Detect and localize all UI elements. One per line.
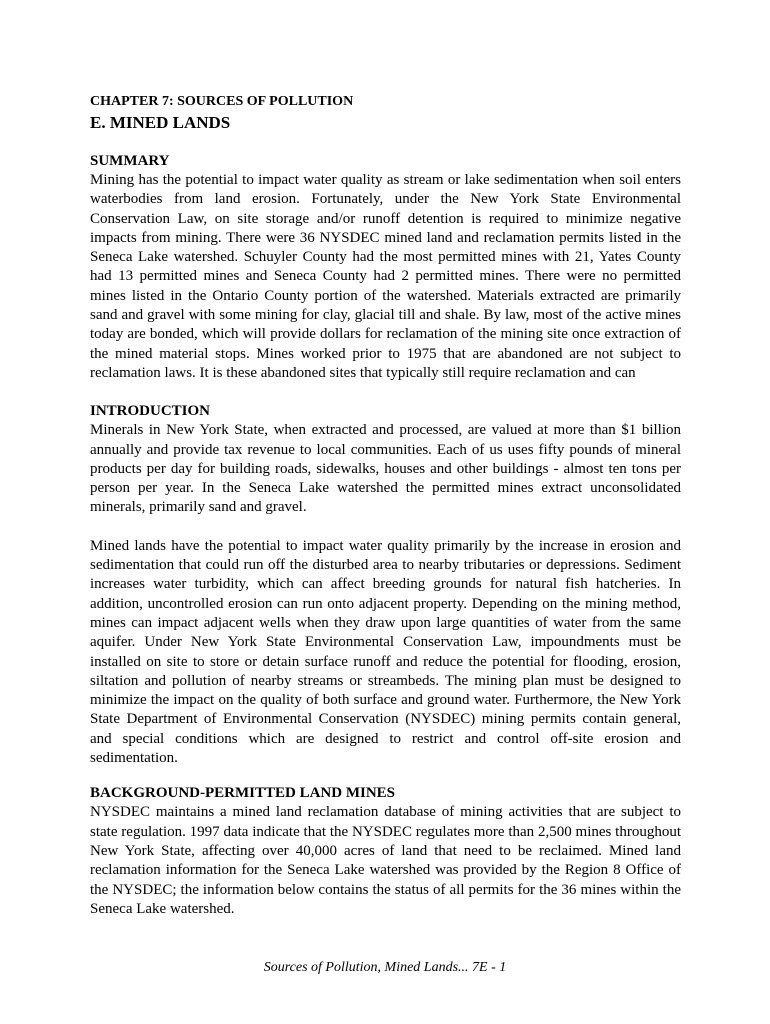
introduction-heading: INTRODUCTION [90,403,211,420]
page-footer: Sources of Pollution, Mined Lands... 7E - 1 [263,960,507,975]
section-title: E. MINED LANDS [90,113,231,132]
chapter-title: CHAPTER 7: SOURCES OF POLLUTION [90,94,354,109]
introduction-paragraph-2: Mined lands have the potential to impact water quality primarily by the increase in erosion and sedimentation that could run off the disturbed area to nearby tributaries or depressions. Sediment increases water turbidity, which can affect breeding grounds for natural fish hatcheries. In addition, uncontrolled erosion can run onto adjacent property. Depending on the mining method, mines can impact adjacent wells when they draw upon large quantities of water from the same aquifer. Under New York State Environmental Conservation Law, impoundments must be installed on site to store or detain surface runoff and reduce the potential for flooding, erosion, siltation and pollution of nearby streams or streambeds. The mining plan must be designed to minimize the impact on the quality of both surface and ground water. Furthermore, the New York State Department of Environmental Conservation (NYSDEC) mining permits contain general, and special conditions which are designed to restrict and control off-site erosion and sedimentation. [90,537,681,767]
background-paragraph: NYSDEC maintains a mined land reclamation database of mining activities that are subject to state regulation. 1997 data indicate that the NYSDEC regulates more than 2,500 mines throughout New York State, affecting over 40,000 acres of land that need to be reclaimed. Mined land reclamation information for the Seneca Lake watershed was provided by the Region 8 Office of the NYSDEC; the information below contains the status of all permits for the 36 mines within the Seneca Lake watershed. [90,804,681,917]
summary-paragraph: Mining has the potential to impact water quality as stream or lake sedimentation when soil enters waterbodies from land erosion. Fortunately, under the New York State Environmental Conservation Law, on site storage and/or runoff detention is required to minimize negative impacts from mining. There were 36 NYSDEC mined land and reclamation permits listed in the Seneca Lake watershed. Schuyler County had the most permitted mines with 21, Yates County had 13 permitted mines and Seneca County had 2 permitted mines. There were no permitted mines listed in the Ontario County portion of the watershed. Materials extracted are primarily sand and gravel with some mining for clay, glacial till and shale. By law, most of the active mines today are bonded, which will provide dollars for reclamation of the mining site once extraction of the mined material stops. Mines worked prior to 1975 that are abandoned are not subject to reclamation laws. It is these abandoned sites that typically still require reclamation and can [90,172,681,381]
background-heading: BACKGROUND-PERMITTED LAND MINES [90,785,396,802]
document-page [90,92,681,938]
introduction-paragraph-1: Minerals in New York State, when extracted and processed, are valued at more than $1 billion annually and provide tax revenue to local communities. Each of us uses fifty pounds of mineral products per day for building roads, sidewalks, houses and other buildings - almost ten tons per person per year. In the Seneca Lake watershed the permitted mines extract unconsolidated minerals, primarily sand and gravel. [90,422,681,516]
summary-heading: SUMMARY [90,153,170,169]
